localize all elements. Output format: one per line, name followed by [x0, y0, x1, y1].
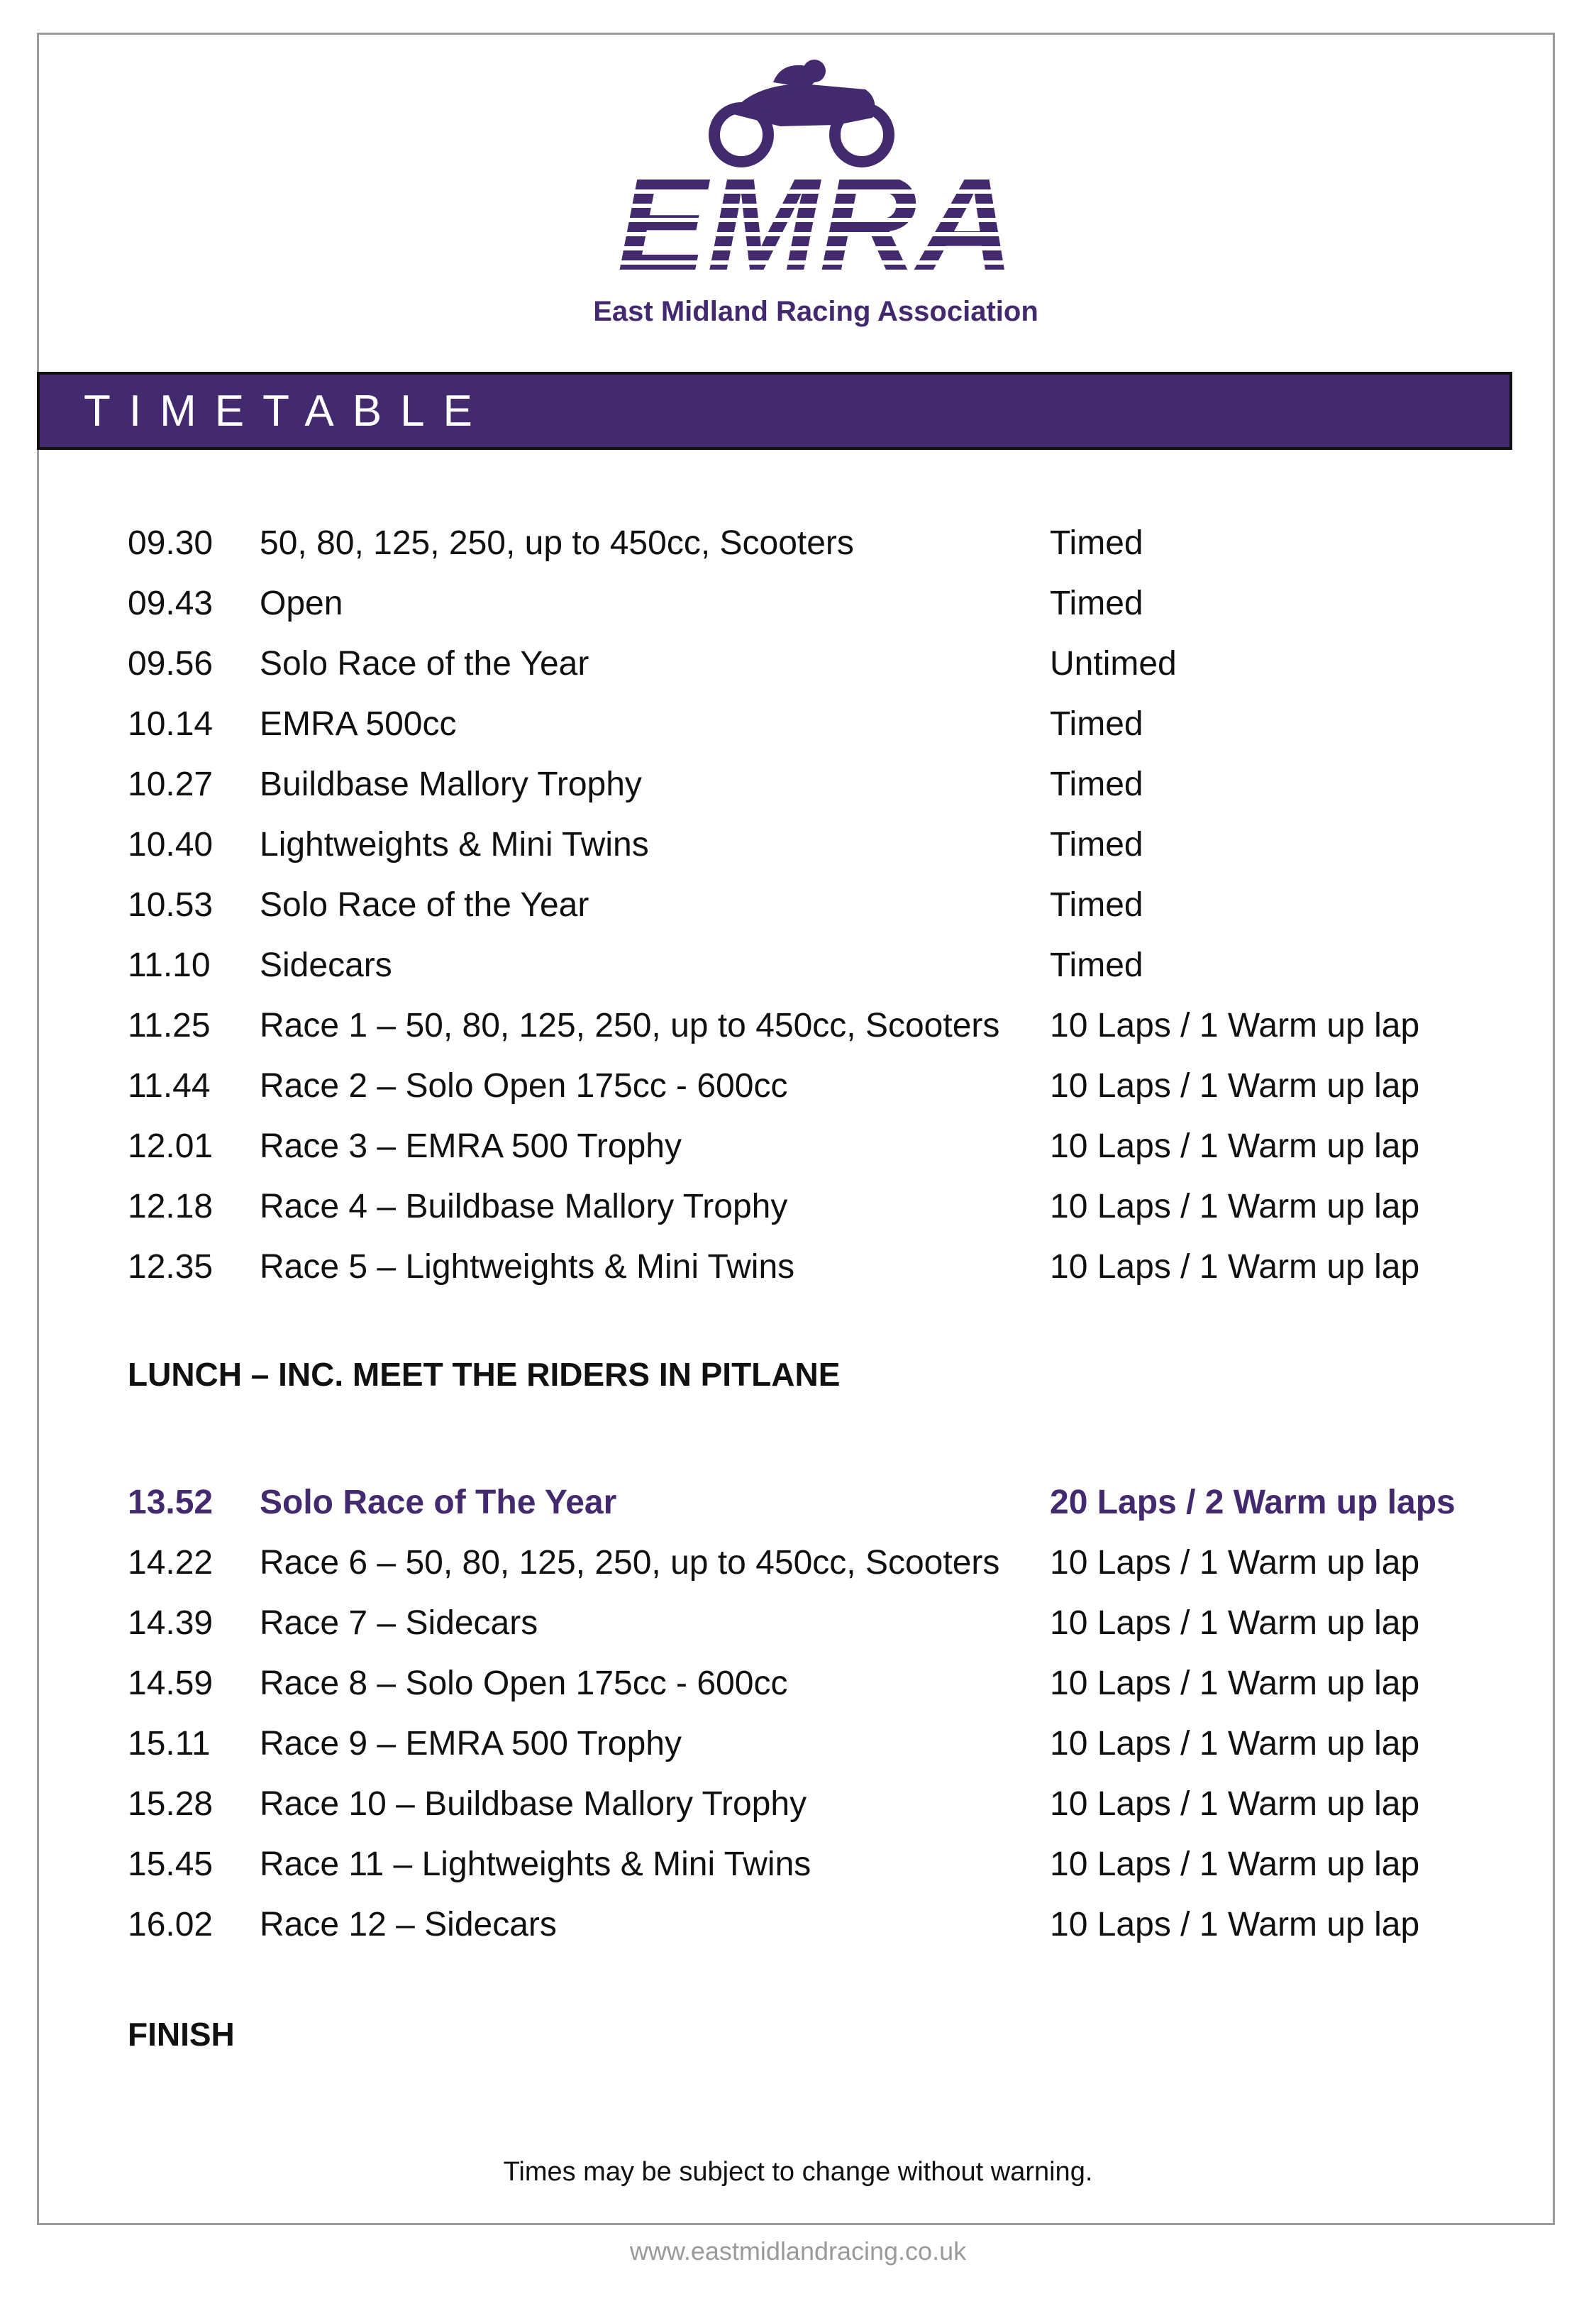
race-name: Race 5 – Lightweights & Mini Twins	[260, 1248, 795, 1286]
schedule-row	[128, 1118, 1475, 1175]
race-time: 10.40	[128, 826, 214, 864]
race-info: 10 Laps / 1 Warm up lap	[1050, 1785, 1420, 1823]
schedule-row	[128, 636, 1475, 693]
race-info: Timed	[1050, 826, 1143, 864]
race-name: Race 10 – Buildbase Mallory Trophy	[260, 1785, 807, 1823]
race-name: Solo Race of the Year	[260, 886, 589, 924]
race-time: 14.39	[128, 1604, 214, 1642]
race-info: Timed	[1050, 585, 1143, 622]
schedule-row	[128, 937, 1475, 994]
race-info: 10 Laps / 1 Warm up lap	[1050, 1846, 1420, 1883]
timetable-banner	[37, 372, 1512, 450]
motorcycle-rider-icon	[567, 57, 1064, 348]
race-name: Race 8 – Solo Open 175cc - 600cc	[260, 1665, 788, 1702]
race-name: Race 11 – Lightweights & Mini Twins	[260, 1846, 811, 1883]
schedule-row	[128, 1897, 1475, 1953]
logo-wordmark: EMRA	[617, 148, 1014, 299]
race-info: 10 Laps / 1 Warm up lap	[1050, 1067, 1420, 1105]
race-info: 10 Laps / 1 Warm up lap	[1050, 1127, 1420, 1165]
race-name: Race 7 – Sidecars	[260, 1604, 538, 1642]
race-time: 16.02	[128, 1906, 214, 1943]
race-time: 10.27	[128, 766, 214, 803]
race-time: 10.14	[128, 705, 214, 743]
schedule-row	[128, 575, 1475, 632]
schedule-row	[128, 877, 1475, 934]
race-info: 10 Laps / 1 Warm up lap	[1050, 1007, 1420, 1044]
emra-logo	[567, 57, 1064, 348]
banner-title: TIMETABLE	[84, 386, 491, 436]
schedule-row	[128, 817, 1475, 873]
schedule-row	[128, 1836, 1475, 1893]
race-info: Timed	[1050, 766, 1143, 803]
schedule-row	[128, 756, 1475, 813]
schedule-row	[128, 998, 1475, 1054]
race-info: 10 Laps / 1 Warm up lap	[1050, 1248, 1420, 1286]
schedule-row	[128, 1058, 1475, 1115]
race-name: Open	[260, 585, 343, 622]
race-time: 14.22	[128, 1544, 214, 1582]
race-name: Race 9 – EMRA 500 Trophy	[260, 1725, 682, 1762]
lunch-label: LUNCH – INC. MEET THE RIDERS IN PITLANE	[128, 1356, 841, 1393]
race-time: 11.10	[128, 947, 211, 984]
race-info: 10 Laps / 1 Warm up lap	[1050, 1188, 1420, 1225]
website-url[interactable]: www.eastmidlandracing.co.uk	[629, 2236, 967, 2266]
race-time: 12.35	[128, 1248, 214, 1286]
race-time: 15.45	[128, 1846, 214, 1883]
race-info: 10 Laps / 1 Warm up lap	[1050, 1725, 1420, 1762]
race-info: 10 Laps / 1 Warm up lap	[1050, 1544, 1420, 1582]
race-name: EMRA 500cc	[260, 705, 457, 743]
race-info: 10 Laps / 1 Warm up lap	[1050, 1604, 1420, 1642]
race-info: Timed	[1050, 886, 1143, 924]
schedule-row	[128, 1716, 1475, 1772]
finish-label: FINISH	[128, 2016, 235, 2053]
schedule-row	[128, 1595, 1475, 1652]
race-time: 12.18	[128, 1188, 214, 1225]
race-info: Timed	[1050, 705, 1143, 743]
race-time: 15.11	[128, 1725, 211, 1762]
race-info: Untimed	[1050, 645, 1177, 683]
race-info: 10 Laps / 1 Warm up lap	[1050, 1906, 1420, 1943]
race-time: 09.43	[128, 585, 214, 622]
race-time: 09.56	[128, 645, 214, 683]
race-name: Race 2 – Solo Open 175cc - 600cc	[260, 1067, 788, 1105]
schedule-row	[128, 1776, 1475, 1833]
race-time: 13.52	[128, 1484, 214, 1521]
race-name: Race 6 – 50, 80, 125, 250, up to 450cc, Scooters	[260, 1544, 1000, 1582]
schedule-row	[128, 1179, 1475, 1235]
race-time: 14.59	[128, 1665, 214, 1702]
logo-tagline: East Midland Racing Association	[593, 296, 1038, 327]
race-info: 10 Laps / 1 Warm up lap	[1050, 1665, 1420, 1702]
race-time: 11.44	[128, 1067, 211, 1105]
race-time: 09.30	[128, 524, 214, 562]
race-name: Race 12 – Sidecars	[260, 1906, 557, 1943]
schedule-row	[128, 1535, 1475, 1591]
race-name: Solo Race of the Year	[260, 645, 589, 683]
race-name: Race 4 – Buildbase Mallory Trophy	[260, 1188, 788, 1225]
schedule-row	[128, 1655, 1475, 1712]
race-time: 15.28	[128, 1785, 214, 1823]
race-name: Buildbase Mallory Trophy	[260, 766, 642, 803]
race-info: 20 Laps / 2 Warm up laps	[1050, 1484, 1456, 1521]
race-info: Timed	[1050, 524, 1143, 562]
race-time: 12.01	[128, 1127, 214, 1165]
race-info: Timed	[1050, 947, 1143, 984]
schedule-row	[128, 1239, 1475, 1296]
race-name: Race 3 – EMRA 500 Trophy	[260, 1127, 682, 1165]
disclaimer-note: Times may be subject to change without warning.	[503, 2157, 1093, 2187]
race-name: Sidecars	[260, 947, 392, 984]
race-name: 50, 80, 125, 250, up to 450cc, Scooters	[260, 524, 854, 562]
schedule-row	[128, 1474, 1475, 1531]
race-name: Solo Race of The Year	[260, 1484, 617, 1521]
race-name: Race 1 – 50, 80, 125, 250, up to 450cc, Scooters	[260, 1007, 1000, 1044]
race-time: 10.53	[128, 886, 214, 924]
race-time: 11.25	[128, 1007, 211, 1044]
schedule-row	[128, 696, 1475, 753]
race-name: Lightweights & Mini Twins	[260, 826, 649, 864]
schedule-row	[128, 515, 1475, 572]
